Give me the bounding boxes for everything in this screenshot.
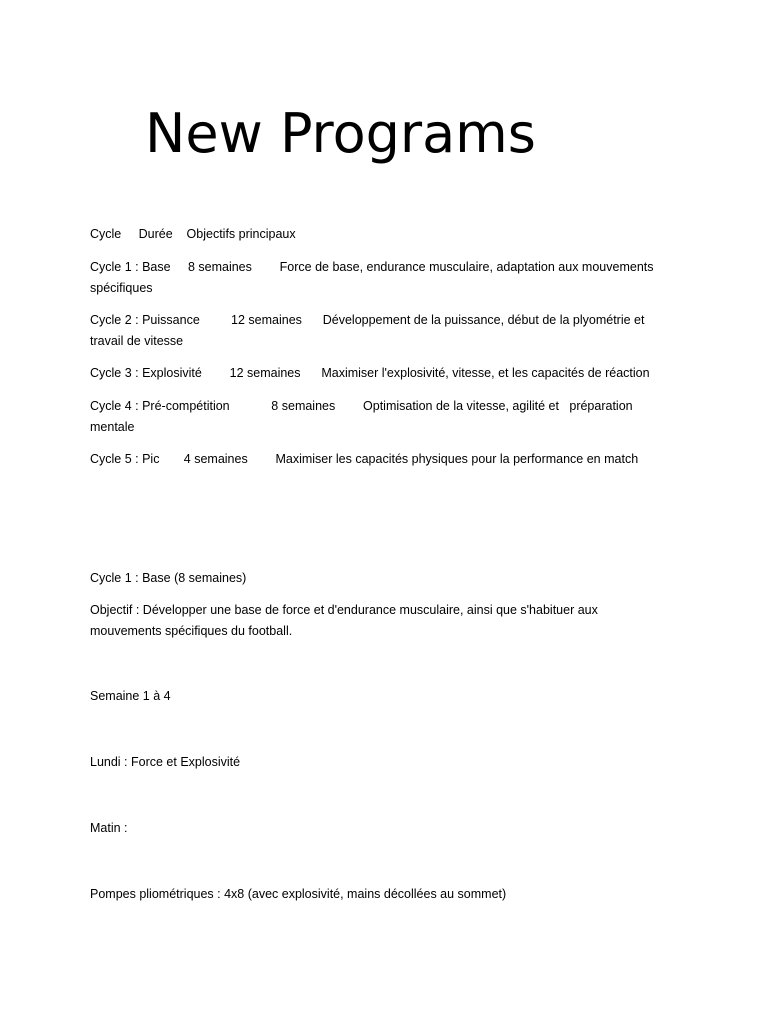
cycle-1-objective: Objectif : Développer une base de force et d'endurance musculaire, ainsi que s'habituer aux mouvements spécifiques du football.	[90, 603, 602, 638]
summary-table-header: Cycle Durée Objectifs principaux	[90, 227, 296, 241]
day-label: Lundi : Force et Explosivité	[90, 755, 241, 769]
summary-row-cycle-4: Cycle 4 : Pré-compétition 8 semaines Optimisation de la vitesse, agilité et préparation mentale	[90, 399, 637, 434]
exercise-item: Pompes pliométriques : 4x8 (avec explosivité, mains décollées au sommet)	[90, 887, 507, 901]
cycle-1-heading: Cycle 1 : Base (8 semaines)	[90, 571, 247, 585]
session-label: Matin :	[90, 821, 128, 835]
week-label: Semaine 1 à 4	[90, 689, 171, 703]
summary-row-cycle-5: Cycle 5 : Pic 4 semaines Maximiser les capacités physiques pour la performance en match	[90, 452, 639, 466]
summary-row-cycle-3: Cycle 3 : Explosivité 12 semaines Maximiser l'explosivité, vitesse, et les capacités de réaction	[90, 366, 650, 380]
summary-row-cycle-1: Cycle 1 : Base 8 semaines Force de base, endurance musculaire, adaptation aux mouvements spécifiques	[90, 260, 657, 295]
summary-row-cycle-2: Cycle 2 : Puissance 12 semaines Développement de la puissance, début de la plyométrie et travail de vitesse	[90, 313, 648, 348]
page-title: New Programs	[145, 102, 536, 165]
